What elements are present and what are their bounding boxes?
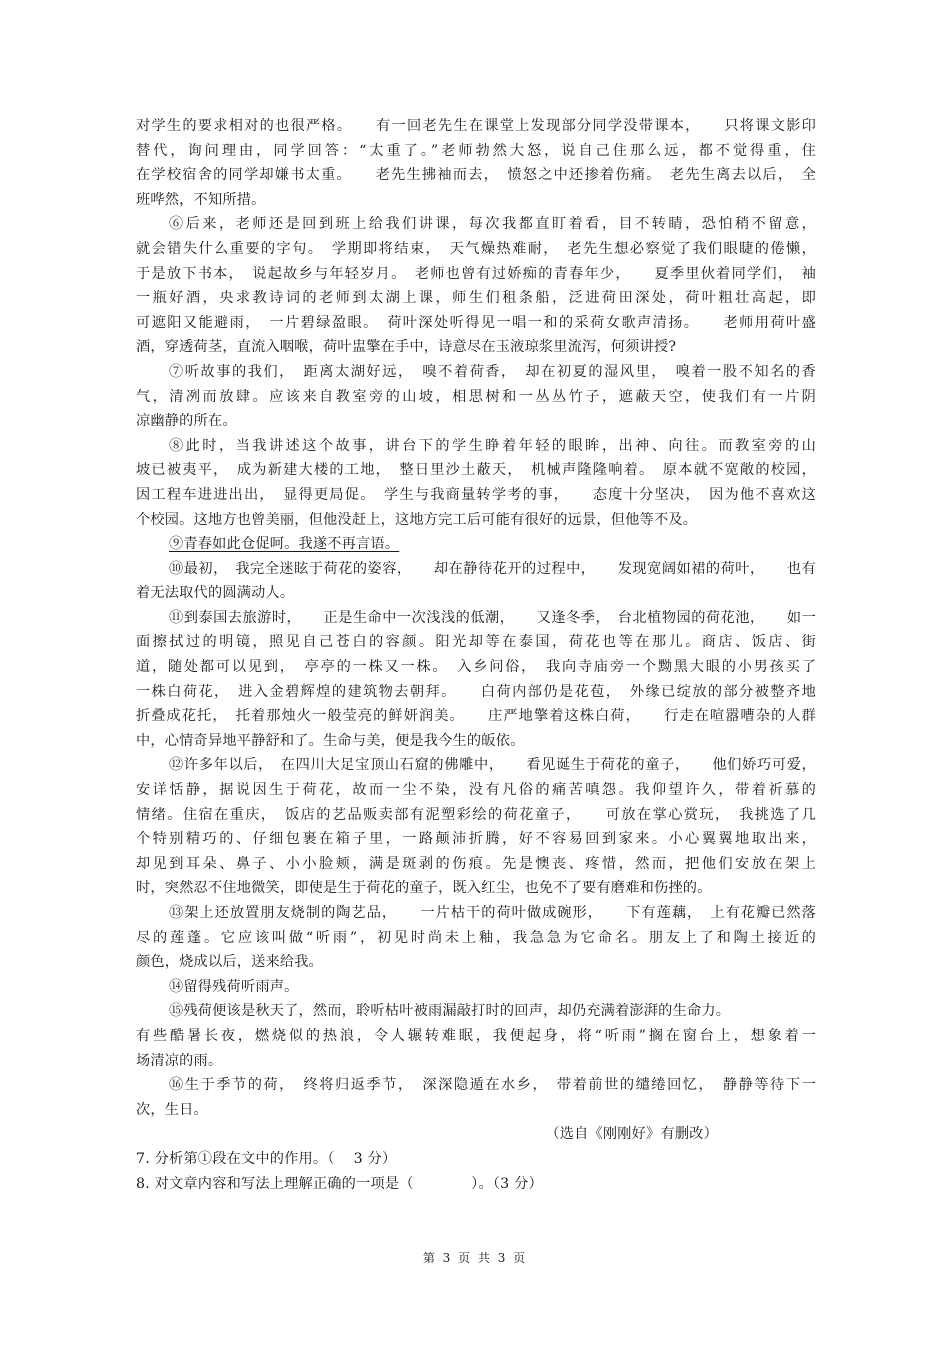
text-line: 个校园。这地方也曾美丽，但他没赶上，这地方完工后可能有很好的远景，但他等不及。 — [136, 511, 698, 528]
paragraph-12-start: ⑫许多年以后， 在四川大足宝顶山石窟的佛雕中， 看见诞生于荷花的童子， 他们娇巧可爱， — [169, 757, 816, 774]
text-line: 于是放下书本， 说起故乡与年轻岁月。 老师也曾有过娇痴的青春年少， 夏季里伙着同学们， 袖 — [136, 265, 816, 282]
paragraph-10-start: ⑩最初， 我完全迷眩于荷花的姿容， 却在静待花开的过程中， 发现宽阔如裙的荷叶， 也有 — [169, 560, 816, 577]
text-line: 颜色，烧成以后，送来给我。 — [136, 954, 324, 971]
text-line: 道，随处都可以见到， 亭亭的一株又一株。 入乡问俗， 我向寺庙旁一个黝黑大眼的小男孩买了 — [136, 659, 816, 676]
text-line: 凉幽静的所在。 — [136, 413, 237, 430]
text-line: 场清凉的雨。 — [136, 1052, 223, 1069]
text-line: 一瓶好酒，央求教诗词的老师到太湖上课，师生们租条船，泛进荷田深处，荷叶粗壮高起，即 — [136, 290, 816, 307]
text-line: 有些酷暑长夜，燃烧似的热浪，令人辗转难眠，我便起身，将“听雨”搁在窗台上，想象着一 — [136, 1027, 816, 1044]
text-line: 时，突然忍不住地微笑，即使是生于荷花的童子，既入红尘，也免不了要有磨难和伤挫的。 — [136, 880, 712, 897]
text-line: 在学校宿舍的同学却嫌书太重。 老先生拂袖而去， 愤怒之中还掺着伤痛。 老先生离去以后， 全 — [136, 167, 816, 184]
text-line: 气，清冽而放肆。应该来自教室旁的山坡，相思树和一丛丛竹子，遮蔽天空，使我们有一片阴 — [136, 388, 816, 405]
text-line: 次，生日。 — [136, 1101, 208, 1118]
text-line: 对学生的要求相对的也很严格。 有一回老先生在课堂上发现部分同学没带课本， 只将课文影印 — [136, 118, 816, 134]
text-line: 尽的莲蓬。它应该叫做“听雨”，初见时尚未上釉，我急急为它命名。朋友上了和陶土接近的 — [136, 929, 816, 946]
text-line: 就会错失什么重要的字句。 学期即将结束， 天气燥热难耐， 老先生想必察觉了我们眼睫的倦懒， — [136, 240, 816, 257]
question-8: 8. 对文章内容和写法上理解正确的一项是（ ）。（3 分） — [136, 1175, 543, 1192]
text-line: 一株白荷花， 进入金碧辉煌的建筑物去朝拜。 白荷内部仍是花苞， 外缘已绽放的部分被整齐地 — [136, 683, 816, 700]
article-body — [136, 114, 816, 1196]
text-line: 酒，穿透荷茎，直流入咽喉，荷叶盅擎在手中，诗意尽在玉液琼浆里流泻，何须讲授? — [136, 339, 677, 356]
paragraph-14: ⑭留得残荷听雨声。 — [169, 978, 299, 995]
paragraph-8-start: ⑧此时，当我讲述这个故事，讲台下的学生睁着年轻的眼眸，出神、向往。而教室旁的山 — [169, 437, 816, 454]
text-line: 面擦拭过的明镜，照见自己苍白的容颜。阳光却等在泰国，荷花也等在那儿。商店、饭店、街 — [136, 634, 816, 651]
paragraph-6-start: ⑥后来，老师还是回到班上给我们讲课，每次我都直盯着看，目不转睛，恐怕稍不留意， — [169, 216, 816, 233]
paragraph-7-start: ⑦听故事的我们， 距离太湖好远， 嗅不着荷香， 却在初夏的湿风里， 嗅着一股不知名的香 — [169, 363, 816, 380]
underlined-sentence: ⑨青春如此仓促呵。我遂不再言语。 — [169, 536, 400, 553]
paragraph-13-start: ⑬架上还放置朋友烧制的陶艺品， 一片枯干的荷叶做成碗形， 下有莲藕， 上有花瓣已然落 — [169, 905, 816, 921]
text-line: 可遮阳又能避雨， 一片碧绿盈眼。 荷叶深处听得见一唱一和的采荷女歌声清扬。 老师用荷叶盛 — [136, 314, 816, 331]
text-line: 班哗然，不知所措。 — [136, 191, 266, 208]
paragraph-16-start: ⑯生于季节的荷， 终将归返季节， 深深隐遁在水乡， 带着前世的缱绻回忆， 静静等待下一 — [169, 1077, 816, 1094]
source-note: （选自《刚刚好》有删改） — [545, 1126, 718, 1143]
text-line: 折叠成花托， 托着那烛火一般莹亮的鲜妍润美。 庄严地擎着这株白荷， 行走在喧嚣嘈杂的人群 — [136, 708, 816, 725]
text-line: 着无法取代的圆满动人。 — [136, 585, 295, 602]
text-line: 情绪。住宿在重庆， 饭店的艺品贩卖部有泥塑彩绘的荷花童子， 可放在掌心赏玩， 我挑选了几 — [136, 806, 816, 823]
question-7: 7. 分析第①段在文中的作用。（ 3 分） — [136, 1150, 397, 1167]
paragraph-15-start: ⑮残荷便该是秋天了，然而，聆听枯叶被雨漏敲打时的回声，却仍充满着澎湃的生命力。 — [169, 1003, 731, 1020]
text-line: 安详恬静，据说因生于荷花，故而一尘不染，没有凡俗的痛苦嗔怨。我仰望许久，带着祈慕的 — [136, 782, 816, 799]
text-line: 坡已被夷平， 成为新建大楼的工地， 整日里沙土蔽天， 机械声隆隆响着。 原本就不宽敞的校园， — [136, 462, 816, 479]
paragraph-11-start: ⑪到泰国去旅游时， 正是生命中一次浅浅的低潮， 又逢冬季， 台北植物园的荷花池， 如一 — [169, 609, 816, 626]
text-line: 中，心情奇异地平静舒和了。生命与美，便是我今生的皈依。 — [136, 732, 525, 749]
page-footer: 第 3 页 共 3 页 — [422, 1251, 528, 1265]
text-line: 却见到耳朵、鼻子、小小脸颊，满是斑剥的伤痕。先是懊丧、疼惜，然而，把他们安放在架上 — [136, 855, 816, 872]
text-line: 替代，询问理由，同学回答：“太重了。”老师勃然大怒，说自己住那么远，都不觉得重，住 — [136, 142, 816, 159]
paragraph-9 — [136, 532, 816, 557]
text-line: 个特别精巧的、仔细包裹在箱子里，一路颠沛折腾，好不容易回到家来。小心翼翼地取出来， — [136, 831, 816, 848]
text-line: 因工程车进进出出， 显得更局促。 学生与我商量转学考的事， 态度十分坚决， 因为他不喜欢这 — [136, 486, 816, 503]
